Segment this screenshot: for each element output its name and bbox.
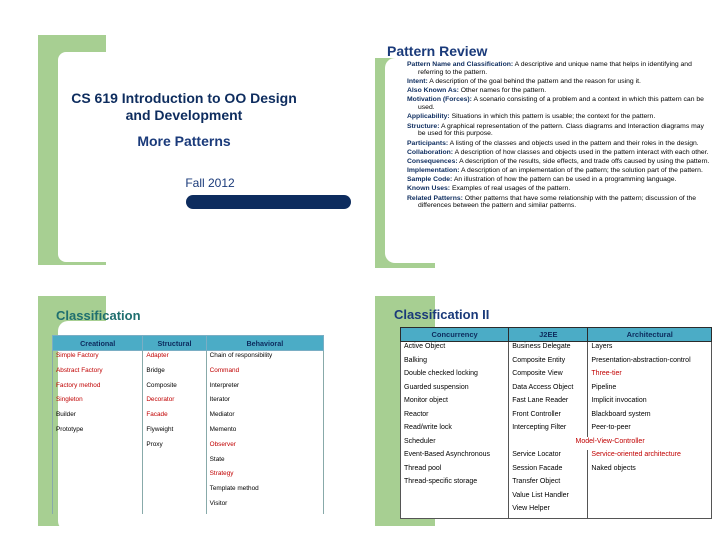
table-row [401,437,712,451]
review-term: Known Uses: [407,185,451,193]
table-cell: Peer-to-peer [588,423,712,437]
review-item [407,195,710,211]
table-cell: Thread pool [401,464,509,478]
table-row [53,395,324,410]
table-cell: Chain of responsibility [206,351,323,366]
table-cell: Business Delegate [509,342,588,356]
review-term: Structure: [407,122,440,130]
classification-table [52,335,324,514]
slide-pattern-review [360,0,720,278]
table-row [401,342,712,356]
table-cell: Scheduler [401,437,509,451]
table-cell [143,484,206,499]
review-term: Participants: [407,139,449,147]
review-item [407,158,710,166]
column-header: J2EE [509,328,588,342]
table-row [401,383,712,397]
review-desc: Situations in which this pattern is usable; the context for the pattern. [449,113,656,121]
table-row [401,356,712,370]
review-term: Related Patterns: [407,194,463,202]
table-cell: Memento [206,425,323,440]
table-row [401,491,712,505]
slide-classification-ii [360,279,720,557]
table-row [53,410,324,425]
table-cell [401,504,509,518]
column-header: Behavioral [206,336,323,351]
review-desc: Examples of real usages of the pattern. [450,185,571,193]
table-cell: State [206,455,323,470]
table-cell [588,491,712,505]
table-cell: Prototype [53,425,143,440]
table-cell: Adapter [143,351,206,366]
review-term: Pattern Name and Classification: [407,61,514,68]
slide-title: Classification [56,308,141,323]
table-cell: Iterator [206,395,323,410]
slide-title [0,0,360,278]
table-cell: View Helper [509,504,588,518]
term-date: Fall 2012 [185,176,235,190]
table-cell: Composite View [509,369,588,383]
table-cell: Facade [143,410,206,425]
table-cell: Session Facade [509,464,588,478]
course-title: CS 619 Introduction to OO Design and Development [71,90,297,123]
slide-subtitle: More Patterns [137,133,231,149]
table-cell [53,484,143,499]
review-term: Motivation (Forces): [407,96,472,104]
table-cell: Bridge [143,366,206,381]
table-cell: Guarded suspension [401,383,509,397]
table-cell: Singleton [53,395,143,410]
table-row [401,477,712,491]
classification-ii-table [400,327,712,519]
table-row [53,351,324,366]
table-row [53,469,324,484]
table-cell: Factory method [53,381,143,396]
table-cell: Monitor object [401,396,509,410]
review-desc: A scenario consisting of a problem and a context in which this pattern can be used. [418,96,704,112]
review-term: Also Known As: [407,87,459,95]
review-desc: A description of the results, side effects, and trade offs caused by using the pattern. [457,157,710,165]
review-desc: A descriptive and unique name that helps in identifying and referring to the pattern. [418,61,692,76]
table-cell: Decorator [143,395,206,410]
table-row [53,499,324,514]
review-desc: A description of how classes and objects used in the pattern interact with each other. [453,148,709,156]
table-cell [588,504,712,518]
table-cell: Strategy [206,469,323,484]
table-cell [143,455,206,470]
column-header: Architectural [588,328,712,342]
table-cell: Transfer Object [509,477,588,491]
table-cell: Naked objects [588,464,712,478]
table-cell: Interpreter [206,381,323,396]
table-cell: Visitor [206,499,323,514]
table-cell: Double checked locking [401,369,509,383]
table-cell: Proxy [143,440,206,455]
table-cell: Fast Lane Reader [509,396,588,410]
table-cell: Implicit invocation [588,396,712,410]
table-cell [143,499,206,514]
review-term: Applicability: [407,113,450,121]
table-cell: Active Object [401,342,509,356]
table-cell: Flyweight [143,425,206,440]
table-row [401,396,712,410]
table-row [401,410,712,424]
column-header: Concurrency [401,328,509,342]
table-cell: Simple Factory [53,351,143,366]
review-term: Intent: [407,77,428,85]
table-cell: Service Locator [509,450,588,464]
table-row [53,484,324,499]
table-cell [588,477,712,491]
review-desc: Other patterns that have some relationship with the pattern; discussion of the differences between the pattern and similar patterns. [418,194,697,210]
table-row [53,381,324,396]
review-desc: A graphical representation of the pattern. Class diagrams and Interaction diagrams may be used for this purpose. [418,122,704,138]
review-item [407,149,710,157]
table-cell [53,469,143,484]
table-cell: Composite Entity [509,356,588,370]
slide-title: Classification II [394,307,490,322]
review-desc: An illustration of how the pattern can be used in a programming language. [452,176,677,184]
table-cell [53,440,143,455]
table-cell: Pipeline [588,383,712,397]
table-row [53,366,324,381]
table-cell: Observer [206,440,323,455]
table-cell: Thread-specific storage [401,477,509,491]
table-cell: Abstract Factory [53,366,143,381]
table-cell: Read/write lock [401,423,509,437]
table-cell: Layers [588,342,712,356]
title-panel [58,52,308,262]
table-cell: Presentation-abstraction-control [588,356,712,370]
table-cell: Command [206,366,323,381]
table-cell [53,455,143,470]
slide-classification [0,279,360,557]
review-item [407,185,710,193]
review-item [407,140,710,148]
table-cell: Event-Based Asynchronous [401,450,509,464]
review-item [407,87,710,95]
table-cell: Service-oriented architecture [588,450,712,464]
table-cell [143,469,206,484]
review-desc: A description of an implementation of the pattern; the solution part of the pattern. [459,167,703,175]
review-desc: A description of the goal behind the pattern and the reason for using it. [427,77,641,85]
review-term: Sample Code: [407,176,453,184]
table-cell: Composite [143,381,206,396]
table-cell: Data Access Object [509,383,588,397]
table-row [401,423,712,437]
column-header: Creational [53,336,143,351]
review-item [407,61,710,77]
table-cell [53,499,143,514]
table-cell: Value List Handler [509,491,588,505]
table-row [53,425,324,440]
review-item [407,96,710,112]
table-cell: Template method [206,484,323,499]
table-cell: Intercepting Filter [509,423,588,437]
slide-title: Pattern Review [387,43,488,59]
table-row [401,504,712,518]
table-row [401,450,712,464]
review-desc: Other names for the pattern. [458,87,547,95]
pattern-review-list [407,61,710,212]
review-term: Consequences: [407,157,458,165]
table-cell: Blackboard system [588,410,712,424]
review-term: Collaboration: [407,148,454,156]
column-header: Structural [143,336,206,351]
table-cell: Reactor [401,410,509,424]
table-cell: Three-tier [588,369,712,383]
table-row [53,455,324,470]
review-desc: A listing of the classes and objects used in the pattern and their roles in the design. [448,139,699,147]
table-cell: Builder [53,410,143,425]
review-item [407,176,710,184]
table-row [401,369,712,383]
table-row [401,464,712,478]
review-item [407,113,710,121]
table-cell: Mediator [206,410,323,425]
table-cell [401,491,509,505]
review-term: Implementation: [407,167,460,175]
table-row [53,440,324,455]
table-cell: Balking [401,356,509,370]
review-item [407,78,710,86]
review-item [407,167,710,175]
table-cell: Model-View-Controller [509,437,712,451]
navy-bar [186,195,351,209]
review-item [407,123,710,139]
table-cell: Front Controller [509,410,588,424]
